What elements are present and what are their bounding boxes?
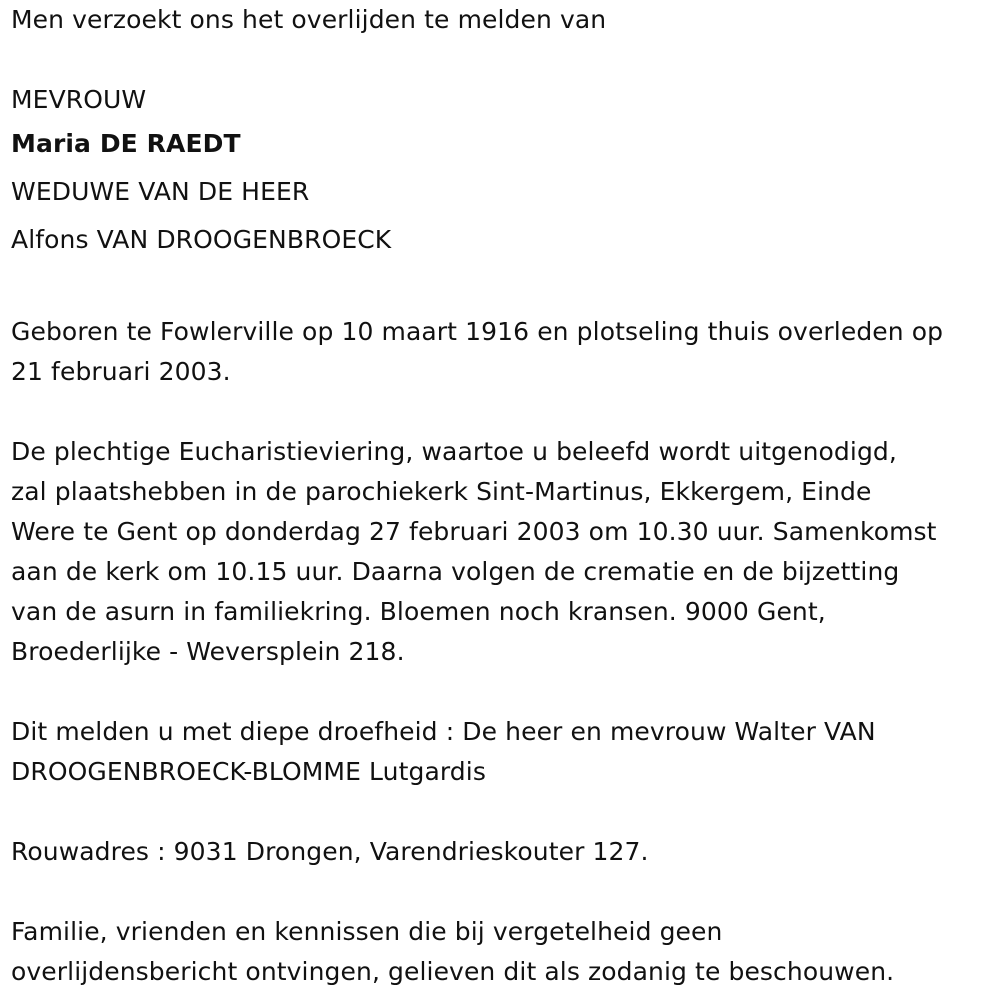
relation-text: WEDUWE VAN DE HEER: [11, 177, 310, 206]
deceased-name: Maria DE RAEDT: [11, 129, 241, 158]
birth-paragraph: [11, 312, 996, 392]
spacer: [11, 40, 996, 80]
mourning-address: Rouwadres : 9031 Drongen, Varendrieskouter 127.: [11, 837, 649, 866]
spacer: [11, 272, 996, 312]
ceremony-line: Were te Gent op donderdag 27 februari 2003 om 10.30 uur. Samenkomst: [11, 517, 937, 546]
spouse-name: Alfons VAN DROOGENBROECK: [11, 225, 392, 254]
closing-paragraph: [11, 912, 996, 992]
announcers-paragraph: [11, 712, 996, 792]
spacer: [11, 264, 996, 272]
ceremony-line: De plechtige Eucharistieviering, waartoe u beleefd wordt uitgenodigd,: [11, 437, 897, 466]
title-text: MEVROUW: [11, 85, 147, 114]
closing-line: overlijdensbericht ontvingen, gelieven dit als zodanig te beschouwen.: [11, 957, 895, 986]
ceremony-line: van de asurn in familiekring. Bloemen noch kransen. 9000 Gent,: [11, 597, 826, 626]
spacer: [11, 792, 996, 832]
announcers-line: DROOGENBROECK-BLOMME Lutgardis: [11, 757, 486, 786]
ceremony-line: aan de kerk om 10.15 uur. Daarna volgen de crematie en de bijzetting: [11, 557, 900, 586]
birth-line: 21 februari 2003.: [11, 357, 231, 386]
ceremony-line: Broederlijke - Weversplein 218.: [11, 637, 405, 666]
closing-line: Familie, vrienden en kennissen die bij vergetelheid geen: [11, 917, 723, 946]
spacer: [11, 672, 996, 712]
intro-text: Men verzoekt ons het overlijden te melden van: [11, 5, 607, 34]
announcers-line: Dit melden u met diepe droefheid : De heer en mevrouw Walter VAN: [11, 717, 876, 746]
spacer: [11, 872, 996, 912]
birth-line: Geboren te Fowlerville op 10 maart 1916 en plotseling thuis overleden op: [11, 317, 944, 346]
ceremony-paragraph: [11, 432, 996, 672]
spacer: [11, 392, 996, 432]
death-notice: [11, 0, 996, 992]
ceremony-line: zal plaatshebben in de parochiekerk Sint-Martinus, Ekkergem, Einde: [11, 477, 872, 506]
